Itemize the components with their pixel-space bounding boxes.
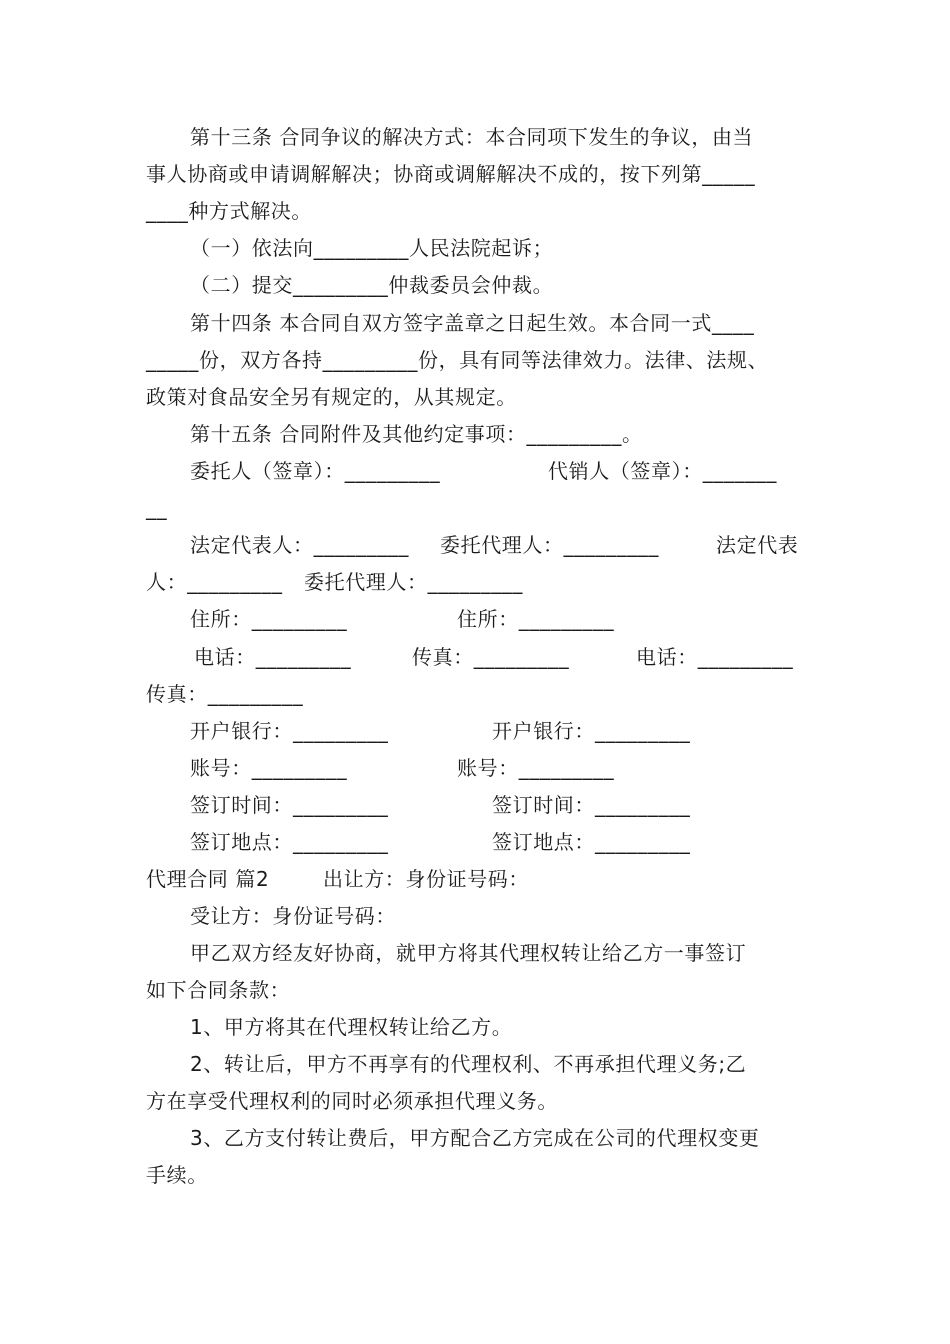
account-field-2: 账号：_________ bbox=[457, 756, 615, 780]
transferor-line: 出让方：身份证号码： bbox=[323, 867, 529, 891]
preamble-line-2: 如下合同条款： bbox=[146, 978, 291, 1002]
term-2-line-2: 方在享受代理权利的同时必须承担代理义务。 bbox=[146, 1089, 558, 1113]
term-3-line-1: 3、乙方支付转让费后，甲方配合乙方完成在公司的代理权变更 bbox=[190, 1126, 760, 1150]
legal-representative-field-2: 人：_________ bbox=[146, 570, 283, 594]
term-1: 1、甲方将其在代理权转让给乙方。 bbox=[190, 1015, 513, 1039]
legal-representative-field-1: 法定代表人：_________ bbox=[190, 533, 409, 557]
signing-place-field-2: 签订地点：_________ bbox=[492, 830, 691, 854]
clause-13-line-3: ____种方式解决。 bbox=[146, 199, 312, 223]
clause-15-line: 第十五条 合同附件及其他约定事项：_________。 bbox=[190, 422, 643, 446]
phone-field-2: 电话：_________ bbox=[636, 645, 794, 669]
bank-field-1: 开户银行：_________ bbox=[190, 719, 389, 743]
legal-representative-label-2: 法定代表 bbox=[716, 533, 799, 557]
signing-date-field-2: 签订时间：_________ bbox=[492, 793, 691, 817]
principal-signature-field: 委托人（签章）：_________ bbox=[190, 459, 441, 483]
authorized-agent-field-1: 委托代理人：_________ bbox=[440, 533, 659, 557]
transferee-line: 受让方：身份证号码： bbox=[190, 904, 396, 928]
clause-13-line-1: 第十三条 合同争议的解决方式：本合同项下发生的争议，由当 bbox=[190, 125, 754, 149]
term-2-line-1: 2、转让后，甲方不再享有的代理权利、不再承担代理义务;乙 bbox=[190, 1052, 747, 1076]
clause-14-line-2: _____份，双方各持_________份，具有同等法律效力。法律、法规、 bbox=[146, 348, 769, 372]
fax-field-2: 传真：_________ bbox=[146, 682, 304, 706]
clause-13-option-1: （一）依法向_________人民法院起诉； bbox=[190, 236, 554, 260]
authorized-agent-field-2: 委托代理人：_________ bbox=[304, 570, 523, 594]
section-heading-2: 代理合同 篇2 bbox=[146, 867, 270, 891]
bank-field-2: 开户银行：_________ bbox=[492, 719, 691, 743]
clause-13-option-2: （二）提交_________仲裁委员会仲裁。 bbox=[190, 273, 554, 297]
signing-place-field-1: 签订地点：_________ bbox=[190, 830, 389, 854]
preamble-line-1: 甲乙双方经友好协商，就甲方将其代理权转让给乙方一事签订 bbox=[190, 941, 747, 965]
fax-field-1: 传真：_________ bbox=[412, 645, 570, 669]
agent-signature-field: 代销人（签章）：_______ bbox=[548, 459, 777, 483]
clause-14-line-1: 第十四条 本合同自双方签字盖章之日起生效。本合同一式____ bbox=[190, 311, 755, 335]
account-field-1: 账号：_________ bbox=[190, 756, 348, 780]
agent-signature-field-continued: __ bbox=[146, 496, 168, 520]
clause-13-line-2: 事人协商或申请调解解决；协商或调解解决不成的，按下列第_____ bbox=[146, 162, 756, 186]
clause-14-line-3: 政策对食品安全另有规定的，从其规定。 bbox=[146, 385, 517, 409]
signing-date-field-1: 签订时间：_________ bbox=[190, 793, 389, 817]
address-field-1: 住所：_________ bbox=[190, 607, 348, 631]
term-3-line-2: 手续。 bbox=[146, 1163, 208, 1187]
address-field-2: 住所：_________ bbox=[457, 607, 615, 631]
phone-field-1: 电话：_________ bbox=[194, 645, 352, 669]
